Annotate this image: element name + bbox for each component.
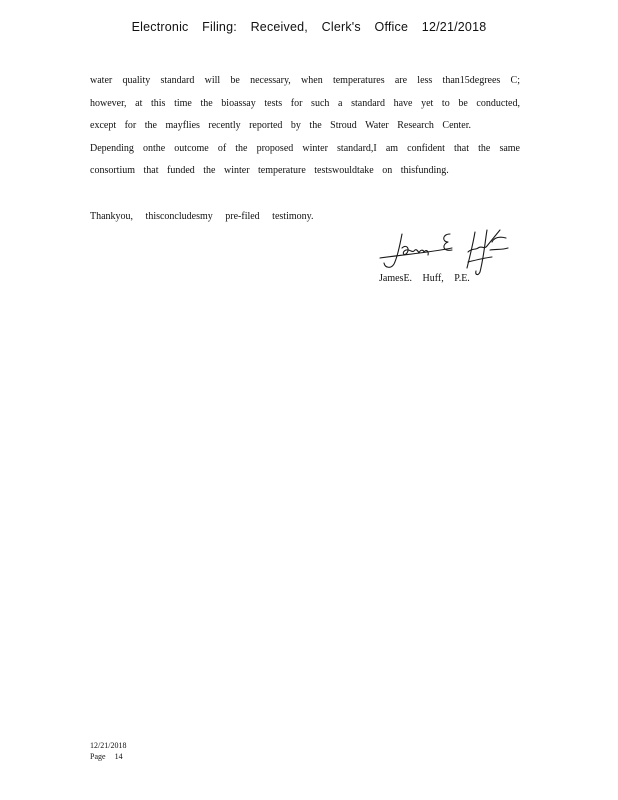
page-footer xyxy=(90,740,132,762)
footer-page-number: 14 xyxy=(114,752,123,761)
footer-page-label: Page xyxy=(90,752,106,761)
closing-statement: Thankyou, thisconcludesmy pre-filed testimony. xyxy=(90,211,314,222)
paragraph-line: however, at this time the bioassay tests for such a standard have yet to be conducted, xyxy=(90,97,520,109)
filing-stamp-header: Electronic Filing: Received, Clerk's Office 12/21/2018 xyxy=(131,20,487,34)
footer-date: 12/21/2018 xyxy=(90,741,127,750)
signer-name: JamesE. Huff, P.E. xyxy=(379,273,470,284)
handwritten-signature xyxy=(372,222,512,278)
testimony-paragraph xyxy=(90,70,520,183)
paragraph-line: Depending onthe outcome of the proposed winter standard,I am confident that the same xyxy=(90,142,520,154)
paragraph-line: except for the mayflies recently reported by the Stroud Water Research Center. xyxy=(90,120,471,131)
footer-page-row xyxy=(90,751,132,762)
paragraph-line: water quality standard will be necessary, when temperatures are less than15degrees C; xyxy=(90,75,520,86)
paragraph-line: consortium that funded the winter temperature testswouldtake on thisfunding. xyxy=(90,165,449,176)
